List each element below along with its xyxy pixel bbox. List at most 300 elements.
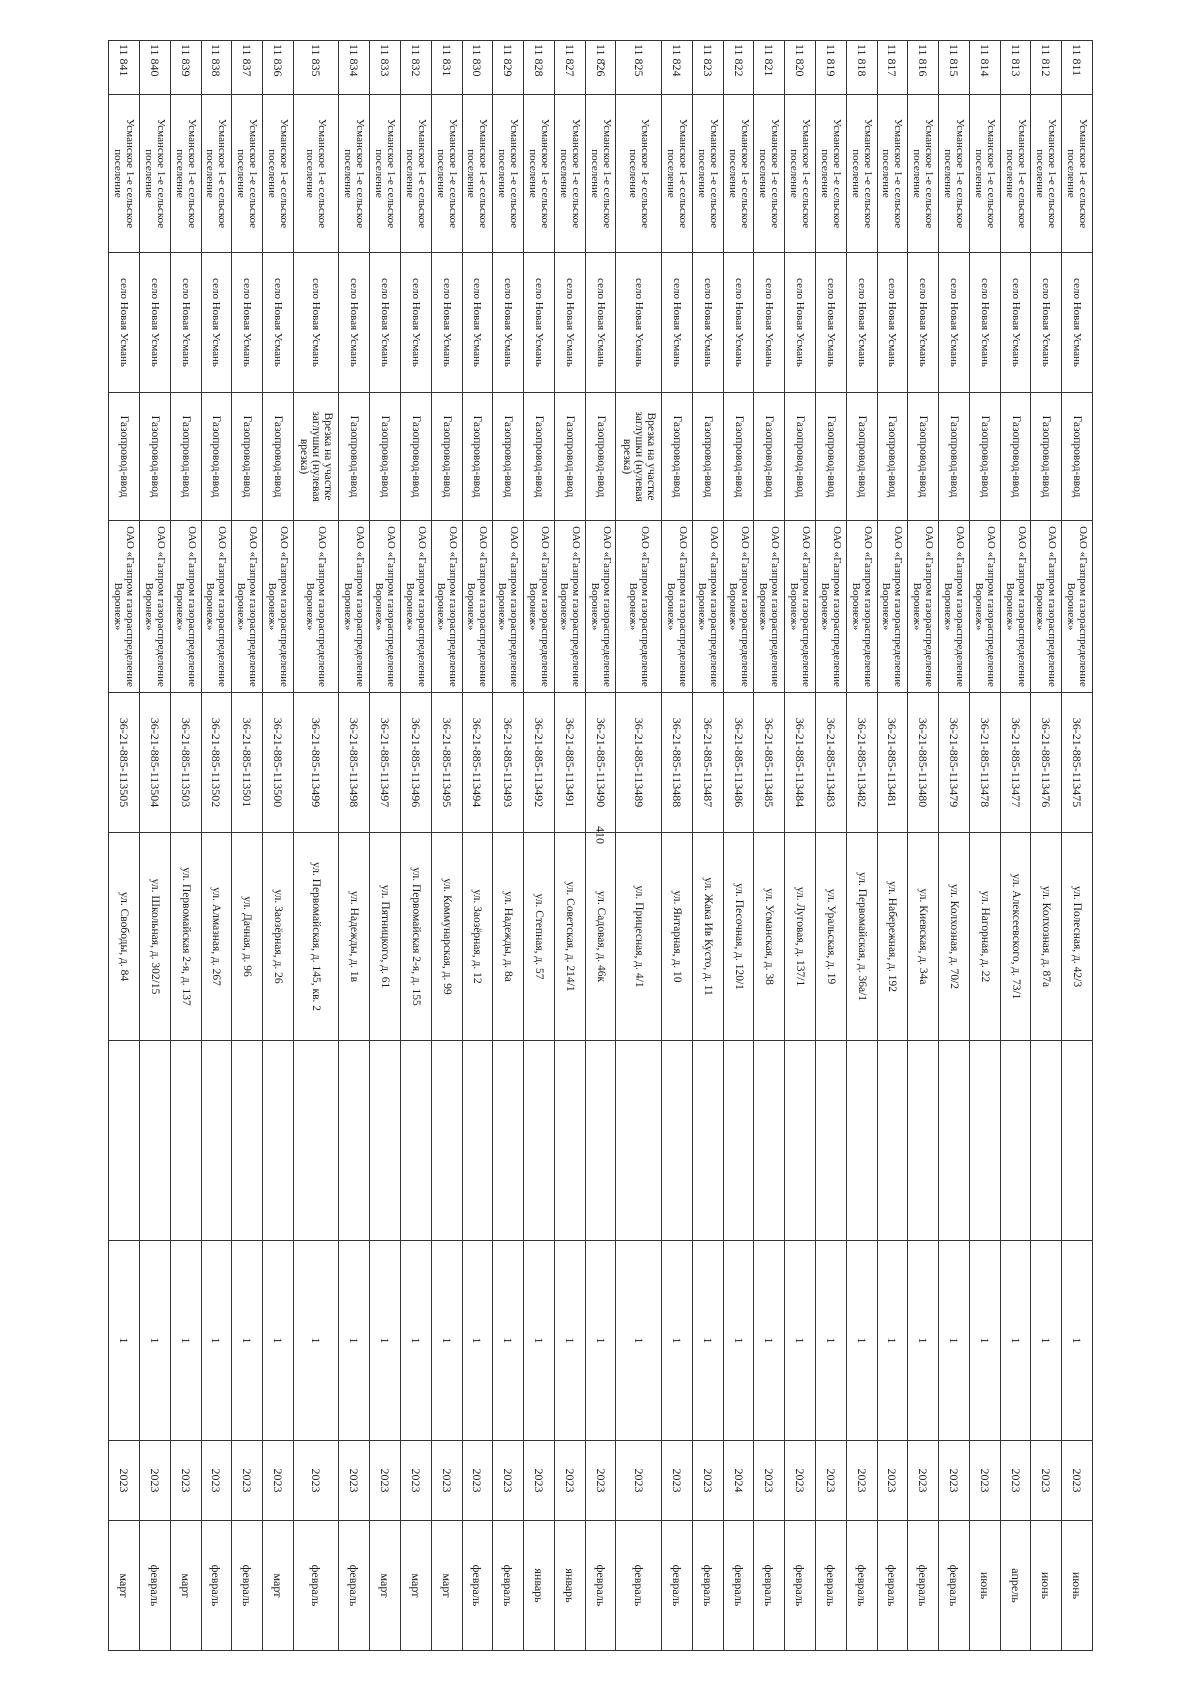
table-row <box>692 41 723 1651</box>
cell-blank <box>662 1041 693 1241</box>
cell-owner: ОАО «Газпром газораспределение Воронеж» <box>815 521 846 693</box>
cell-blank <box>785 1041 816 1241</box>
cell-address: ул. Алексеевского, д. 73/1 <box>1000 833 1031 1041</box>
cell-object-type: Газопровод-ввод <box>662 393 693 521</box>
cell-code: 36-21-885-113476 <box>1031 693 1062 833</box>
cell-locality: село Новая Усмань <box>554 253 585 393</box>
cell-locality: село Новая Усмань <box>585 253 616 393</box>
cell-municipality: Усманское 1-е сельское поселение <box>692 95 723 253</box>
cell-object-type: Врезка на участке заглушки (нулевая врезка) <box>293 393 339 521</box>
cell-blank <box>815 1041 846 1241</box>
cell-blank <box>846 1041 877 1241</box>
cell-count: 1 <box>723 1241 754 1441</box>
cell-object-type: Газопровод-ввод <box>462 393 493 521</box>
cell-municipality: Усманское 1-е сельское поселение <box>1031 95 1062 253</box>
cell-month: март <box>170 1521 201 1651</box>
cell-code: 36-21-885-113477 <box>1000 693 1031 833</box>
cell-code: 36-21-885-113505 <box>109 693 140 833</box>
cell-month: февраль <box>616 1521 662 1651</box>
cell-municipality: Усманское 1-е сельское поселение <box>908 95 939 253</box>
cell-month: февраль <box>723 1521 754 1651</box>
cell-municipality: Усманское 1-е сельское поселение <box>431 95 462 253</box>
cell-count: 1 <box>692 1241 723 1441</box>
table-row <box>462 41 493 1651</box>
cell-municipality: Усманское 1-е сельское поселение <box>109 95 140 253</box>
cell-municipality: Усманское 1-е сельское поселение <box>524 95 555 253</box>
cell-object-type: Газопровод-ввод <box>232 393 263 521</box>
cell-code: 36-21-885-113475 <box>1062 693 1093 833</box>
table-row <box>939 41 970 1651</box>
table-row <box>431 41 462 1651</box>
cell-object-type: Газопровод-ввод <box>339 393 370 521</box>
cell-municipality: Усманское 1-е сельское поселение <box>140 95 171 253</box>
cell-municipality: Усманское 1-е сельское поселение <box>170 95 201 253</box>
cell-locality: село Новая Усмань <box>293 253 339 393</box>
cell-num: 11 836 <box>263 41 294 95</box>
table-row <box>1031 41 1062 1651</box>
cell-num: 11 816 <box>908 41 939 95</box>
table-row <box>662 41 693 1651</box>
cell-year: 2023 <box>1031 1441 1062 1521</box>
cell-year: 2023 <box>662 1441 693 1521</box>
cell-municipality: Усманское 1-е сельское поселение <box>493 95 524 253</box>
cell-year: 2024 <box>723 1441 754 1521</box>
cell-count: 1 <box>616 1241 662 1441</box>
cell-count: 1 <box>339 1241 370 1441</box>
table-row <box>785 41 816 1651</box>
cell-count: 1 <box>293 1241 339 1441</box>
cell-locality: село Новая Усмань <box>401 253 432 393</box>
gas-pipeline-registry-table <box>108 40 1093 1651</box>
cell-blank <box>908 1041 939 1241</box>
cell-object-type: Газопровод-ввод <box>692 393 723 521</box>
cell-municipality: Усманское 1-е сельское поселение <box>1000 95 1031 253</box>
cell-owner: ОАО «Газпром газораспределение Воронеж» <box>616 521 662 693</box>
cell-address: ул. Прицесная, д. 4/1 <box>616 833 662 1041</box>
table-row <box>401 41 432 1651</box>
cell-month: июнь <box>1062 1521 1093 1651</box>
cell-blank <box>293 1041 339 1241</box>
cell-object-type: Газопровод-ввод <box>201 393 232 521</box>
cell-month: февраль <box>877 1521 908 1651</box>
cell-blank <box>754 1041 785 1241</box>
cell-month: март <box>109 1521 140 1651</box>
cell-address: ул. Школьная, д. 302/15 <box>140 833 171 1041</box>
cell-num: 11 828 <box>524 41 555 95</box>
cell-blank <box>1062 1041 1093 1241</box>
cell-owner: ОАО «Газпром газораспределение Воронеж» <box>877 521 908 693</box>
registry-table-container <box>108 40 1093 1650</box>
cell-municipality: Усманское 1-е сельское поселение <box>754 95 785 253</box>
cell-blank <box>1031 1041 1062 1241</box>
cell-locality: село Новая Усмань <box>339 253 370 393</box>
cell-object-type: Газопровод-ввод <box>815 393 846 521</box>
cell-code: 36-21-885-113479 <box>939 693 970 833</box>
cell-month: февраль <box>754 1521 785 1651</box>
cell-count: 1 <box>170 1241 201 1441</box>
cell-municipality: Усманское 1-е сельское поселение <box>939 95 970 253</box>
cell-code: 36-21-885-113489 <box>616 693 662 833</box>
table-row <box>815 41 846 1651</box>
cell-address: ул. Дачная, д. 96 <box>232 833 263 1041</box>
cell-year: 2023 <box>846 1441 877 1521</box>
cell-blank <box>431 1041 462 1241</box>
cell-blank <box>201 1041 232 1241</box>
cell-year: 2023 <box>692 1441 723 1521</box>
cell-year: 2023 <box>339 1441 370 1521</box>
cell-municipality: Усманское 1-е сельское поселение <box>662 95 693 253</box>
cell-owner: ОАО «Газпром газораспределение Воронеж» <box>201 521 232 693</box>
cell-owner: ОАО «Газпром газораспределение Воронеж» <box>1062 521 1093 693</box>
cell-code: 36-21-885-113484 <box>785 693 816 833</box>
cell-code: 36-21-885-113482 <box>846 693 877 833</box>
cell-num: 11 824 <box>662 41 693 95</box>
cell-count: 1 <box>1000 1241 1031 1441</box>
page-number: 410 <box>593 826 608 844</box>
cell-owner: ОАО «Газпром газораспределение Воронеж» <box>109 521 140 693</box>
cell-code: 36-21-885-113495 <box>431 693 462 833</box>
cell-count: 1 <box>462 1241 493 1441</box>
cell-code: 36-21-885-113504 <box>140 693 171 833</box>
cell-address: ул. Уральская, д. 19 <box>815 833 846 1041</box>
cell-num: 11 839 <box>170 41 201 95</box>
cell-object-type: Газопровод-ввод <box>524 393 555 521</box>
cell-code: 36-21-885-113487 <box>692 693 723 833</box>
cell-year: 2023 <box>401 1441 432 1521</box>
table-row <box>585 41 616 1651</box>
cell-blank <box>877 1041 908 1241</box>
cell-code: 36-21-885-113481 <box>877 693 908 833</box>
cell-municipality: Усманское 1-е сельское поселение <box>554 95 585 253</box>
cell-locality: село Новая Усмань <box>170 253 201 393</box>
cell-municipality: Усманское 1-е сельское поселение <box>585 95 616 253</box>
cell-address: ул. Свободы, д. 84 <box>109 833 140 1041</box>
cell-year: 2023 <box>1062 1441 1093 1521</box>
cell-count: 1 <box>908 1241 939 1441</box>
cell-object-type: Газопровод-ввод <box>1031 393 1062 521</box>
cell-month: январь <box>524 1521 555 1651</box>
cell-blank <box>723 1041 754 1241</box>
cell-year: 2023 <box>1000 1441 1031 1521</box>
cell-locality: село Новая Усмань <box>939 253 970 393</box>
cell-num: 11 822 <box>723 41 754 95</box>
cell-owner: ОАО «Газпром газораспределение Воронеж» <box>263 521 294 693</box>
cell-owner: ОАО «Газпром газораспределение Воронеж» <box>785 521 816 693</box>
cell-owner: ОАО «Газпром газораспределение Воронеж» <box>662 521 693 693</box>
cell-owner: ОАО «Газпром газораспределение Воронеж» <box>939 521 970 693</box>
cell-address: ул. Киевская, д. 34а <box>908 833 939 1041</box>
cell-address: ул. Садовая, д. 46к <box>585 833 616 1041</box>
cell-year: 2023 <box>170 1441 201 1521</box>
cell-municipality: Усманское 1-е сельское поселение <box>846 95 877 253</box>
cell-code: 36-21-885-113502 <box>201 693 232 833</box>
cell-year: 2023 <box>232 1441 263 1521</box>
cell-year: 2023 <box>431 1441 462 1521</box>
table-row <box>616 41 662 1651</box>
cell-owner: ОАО «Газпром газораспределение Воронеж» <box>370 521 401 693</box>
cell-locality: село Новая Усмань <box>662 253 693 393</box>
cell-municipality: Усманское 1-е сельское поселение <box>462 95 493 253</box>
cell-locality: село Новая Усмань <box>908 253 939 393</box>
cell-address: ул. Коммунарская, д. 99 <box>431 833 462 1041</box>
cell-blank <box>493 1041 524 1241</box>
cell-address: ул. Советская, д. 214/1 <box>554 833 585 1041</box>
cell-code: 36-21-885-113499 <box>293 693 339 833</box>
cell-locality: село Новая Усмань <box>493 253 524 393</box>
cell-num: 11 834 <box>339 41 370 95</box>
table-row <box>293 41 339 1651</box>
cell-address: ул. Алмазная, д. 267 <box>201 833 232 1041</box>
cell-owner: ОАО «Газпром газораспределение Воронеж» <box>493 521 524 693</box>
cell-num: 11 838 <box>201 41 232 95</box>
cell-code: 36-21-885-113485 <box>754 693 785 833</box>
cell-code: 36-21-885-113494 <box>462 693 493 833</box>
cell-municipality: Усманское 1-е сельское поселение <box>1062 95 1093 253</box>
cell-object-type: Газопровод-ввод <box>370 393 401 521</box>
cell-object-type: Газопровод-ввод <box>401 393 432 521</box>
table-row <box>1062 41 1093 1651</box>
cell-object-type: Газопровод-ввод <box>493 393 524 521</box>
cell-locality: село Новая Усмань <box>201 253 232 393</box>
cell-object-type: Газопровод-ввод <box>754 393 785 521</box>
cell-year: 2023 <box>616 1441 662 1521</box>
cell-owner: ОАО «Газпром газораспределение Воронеж» <box>401 521 432 693</box>
cell-count: 1 <box>785 1241 816 1441</box>
cell-count: 1 <box>585 1241 616 1441</box>
cell-address: ул. Жака Ив Кусто, д. 11 <box>692 833 723 1041</box>
table-row <box>493 41 524 1651</box>
table-row <box>170 41 201 1651</box>
cell-month: февраль <box>785 1521 816 1651</box>
cell-year: 2023 <box>939 1441 970 1521</box>
cell-count: 1 <box>846 1241 877 1441</box>
cell-num: 11 815 <box>939 41 970 95</box>
cell-locality: село Новая Усмань <box>1000 253 1031 393</box>
cell-owner: ОАО «Газпром газораспределение Воронеж» <box>1031 521 1062 693</box>
cell-code: 36-21-885-113490 <box>585 693 616 833</box>
cell-municipality: Усманское 1-е сельское поселение <box>877 95 908 253</box>
cell-month: март <box>431 1521 462 1651</box>
cell-object-type: Газопровод-ввод <box>723 393 754 521</box>
cell-num: 11 827 <box>554 41 585 95</box>
cell-object-type: Газопровод-ввод <box>554 393 585 521</box>
cell-locality: село Новая Усмань <box>754 253 785 393</box>
table-row <box>339 41 370 1651</box>
cell-owner: ОАО «Газпром газораспределение Воронеж» <box>431 521 462 693</box>
cell-code: 36-21-885-113483 <box>815 693 846 833</box>
cell-address: ул. Первомайская 2-я, д. 137 <box>170 833 201 1041</box>
table-row <box>201 41 232 1651</box>
cell-num: 11 812 <box>1031 41 1062 95</box>
cell-code: 36-21-885-113486 <box>723 693 754 833</box>
cell-year: 2023 <box>109 1441 140 1521</box>
cell-address: ул. Степная, д. 57 <box>524 833 555 1041</box>
cell-count: 1 <box>232 1241 263 1441</box>
cell-year: 2023 <box>969 1441 1000 1521</box>
cell-code: 36-21-885-113500 <box>263 693 294 833</box>
cell-blank <box>616 1041 662 1241</box>
table-row <box>140 41 171 1651</box>
cell-num: 11 832 <box>401 41 432 95</box>
cell-month: февраль <box>462 1521 493 1651</box>
cell-address: ул. Пятницкого, д. 61 <box>370 833 401 1041</box>
cell-num: 11 814 <box>969 41 1000 95</box>
cell-count: 1 <box>1031 1241 1062 1441</box>
cell-address: ул. Колхозная, д. 87а <box>1031 833 1062 1041</box>
cell-owner: ОАО «Газпром газораспределение Воронеж» <box>908 521 939 693</box>
cell-year: 2023 <box>815 1441 846 1521</box>
cell-address: ул. Заозёрная, д. 26 <box>263 833 294 1041</box>
cell-address: ул. Надежды, д. 1в <box>339 833 370 1041</box>
cell-num: 11 830 <box>462 41 493 95</box>
cell-num: 11 823 <box>692 41 723 95</box>
cell-month: февраль <box>662 1521 693 1651</box>
table-row <box>370 41 401 1651</box>
cell-count: 1 <box>662 1241 693 1441</box>
cell-municipality: Усманское 1-е сельское поселение <box>785 95 816 253</box>
cell-num: 11 817 <box>877 41 908 95</box>
cell-month: март <box>263 1521 294 1651</box>
cell-month: февраль <box>908 1521 939 1651</box>
cell-owner: ОАО «Газпром газораспределение Воронеж» <box>339 521 370 693</box>
table-row <box>877 41 908 1651</box>
cell-blank <box>140 1041 171 1241</box>
cell-address: ул. Нагорная, д. 22 <box>969 833 1000 1041</box>
cell-blank <box>109 1041 140 1241</box>
cell-address: ул. Первомайская, д. 36а/1 <box>846 833 877 1041</box>
cell-object-type: Газопровод-ввод <box>908 393 939 521</box>
cell-municipality: Усманское 1-е сельское поселение <box>401 95 432 253</box>
cell-locality: село Новая Усмань <box>969 253 1000 393</box>
cell-locality: село Новая Усмань <box>462 253 493 393</box>
cell-owner: ОАО «Газпром газораспределение Воронеж» <box>293 521 339 693</box>
cell-num: 11 833 <box>370 41 401 95</box>
cell-owner: ОАО «Газпром газораспределение Воронеж» <box>754 521 785 693</box>
cell-blank <box>232 1041 263 1241</box>
cell-blank <box>1000 1041 1031 1241</box>
cell-object-type: Газопровод-ввод <box>140 393 171 521</box>
cell-blank <box>524 1041 555 1241</box>
cell-object-type: Газопровод-ввод <box>877 393 908 521</box>
table-row <box>554 41 585 1651</box>
cell-month: июнь <box>1031 1521 1062 1651</box>
cell-municipality: Усманское 1-е сельское поселение <box>969 95 1000 253</box>
cell-num: 11 811 <box>1062 41 1093 95</box>
cell-blank <box>939 1041 970 1241</box>
cell-locality: село Новая Усмань <box>1031 253 1062 393</box>
cell-locality: село Новая Усмань <box>431 253 462 393</box>
cell-num: 11 831 <box>431 41 462 95</box>
cell-object-type: Газопровод-ввод <box>263 393 294 521</box>
cell-month: январь <box>554 1521 585 1651</box>
cell-municipality: Усманское 1-е сельское поселение <box>723 95 754 253</box>
cell-object-type: Газопровод-ввод <box>109 393 140 521</box>
cell-address: ул. Набережная, д. 192 <box>877 833 908 1041</box>
table-row <box>263 41 294 1651</box>
cell-address: ул. Заозёрная, д. 12 <box>462 833 493 1041</box>
cell-month: февраль <box>585 1521 616 1651</box>
cell-municipality: Усманское 1-е сельское поселение <box>201 95 232 253</box>
cell-object-type: Газопровод-ввод <box>585 393 616 521</box>
cell-owner: ОАО «Газпром газораспределение Воронеж» <box>585 521 616 693</box>
cell-code: 36-21-885-113488 <box>662 693 693 833</box>
cell-locality: село Новая Усмань <box>846 253 877 393</box>
cell-object-type: Газопровод-ввод <box>170 393 201 521</box>
cell-address: ул. Надежды, д. 8а <box>493 833 524 1041</box>
cell-address: ул. Полесная, д. 42/3 <box>1062 833 1093 1041</box>
cell-object-type: Газопровод-ввод <box>1000 393 1031 521</box>
cell-locality: село Новая Усмань <box>616 253 662 393</box>
cell-blank <box>692 1041 723 1241</box>
cell-count: 1 <box>493 1241 524 1441</box>
cell-num: 11 829 <box>493 41 524 95</box>
cell-municipality: Усманское 1-е сельское поселение <box>815 95 846 253</box>
cell-year: 2023 <box>493 1441 524 1521</box>
cell-count: 1 <box>969 1241 1000 1441</box>
cell-object-type: Врезка на участке заглушки (нулевая врезка) <box>616 393 662 521</box>
cell-month: февраль <box>140 1521 171 1651</box>
table-row <box>908 41 939 1651</box>
cell-year: 2023 <box>293 1441 339 1521</box>
cell-locality: село Новая Усмань <box>232 253 263 393</box>
cell-year: 2023 <box>554 1441 585 1521</box>
cell-num: 11 819 <box>815 41 846 95</box>
cell-object-type: Газопровод-ввод <box>969 393 1000 521</box>
cell-num: 11 840 <box>140 41 171 95</box>
cell-year: 2023 <box>140 1441 171 1521</box>
cell-count: 1 <box>1062 1241 1093 1441</box>
cell-count: 1 <box>370 1241 401 1441</box>
cell-object-type: Газопровод-ввод <box>1062 393 1093 521</box>
cell-owner: ОАО «Газпром газораспределение Воронеж» <box>692 521 723 693</box>
cell-address: ул. Янтарная, д. 10 <box>662 833 693 1041</box>
cell-locality: село Новая Усмань <box>109 253 140 393</box>
cell-locality: село Новая Усмань <box>723 253 754 393</box>
cell-owner: ОАО «Газпром газораспределение Воронеж» <box>723 521 754 693</box>
cell-object-type: Газопровод-ввод <box>939 393 970 521</box>
cell-year: 2023 <box>370 1441 401 1521</box>
cell-month: февраль <box>232 1521 263 1651</box>
cell-num: 11 820 <box>785 41 816 95</box>
cell-owner: ОАО «Газпром газораспределение Воронеж» <box>170 521 201 693</box>
cell-code: 36-21-885-113496 <box>401 693 432 833</box>
cell-municipality: Усманское 1-е сельское поселение <box>370 95 401 253</box>
cell-owner: ОАО «Газпром газораспределение Воронеж» <box>1000 521 1031 693</box>
cell-owner: ОАО «Газпром газораспределение Воронеж» <box>140 521 171 693</box>
cell-count: 1 <box>431 1241 462 1441</box>
cell-num: 11 821 <box>754 41 785 95</box>
cell-address: ул. Луговая, д. 137/1 <box>785 833 816 1041</box>
cell-month: июнь <box>969 1521 1000 1651</box>
table-row <box>969 41 1000 1651</box>
cell-num: 11 825 <box>616 41 662 95</box>
cell-blank <box>263 1041 294 1241</box>
cell-locality: село Новая Усмань <box>692 253 723 393</box>
cell-count: 1 <box>554 1241 585 1441</box>
cell-code: 36-21-885-113478 <box>969 693 1000 833</box>
cell-month: февраль <box>493 1521 524 1651</box>
cell-municipality: Усманское 1-е сельское поселение <box>616 95 662 253</box>
cell-municipality: Усманское 1-е сельское поселение <box>232 95 263 253</box>
cell-owner: ОАО «Газпром газораспределение Воронеж» <box>846 521 877 693</box>
cell-blank <box>969 1041 1000 1241</box>
cell-blank <box>585 1041 616 1241</box>
cell-num: 11 841 <box>109 41 140 95</box>
cell-num: 11 835 <box>293 41 339 95</box>
cell-month: февраль <box>692 1521 723 1651</box>
cell-year: 2023 <box>201 1441 232 1521</box>
cell-count: 1 <box>524 1241 555 1441</box>
